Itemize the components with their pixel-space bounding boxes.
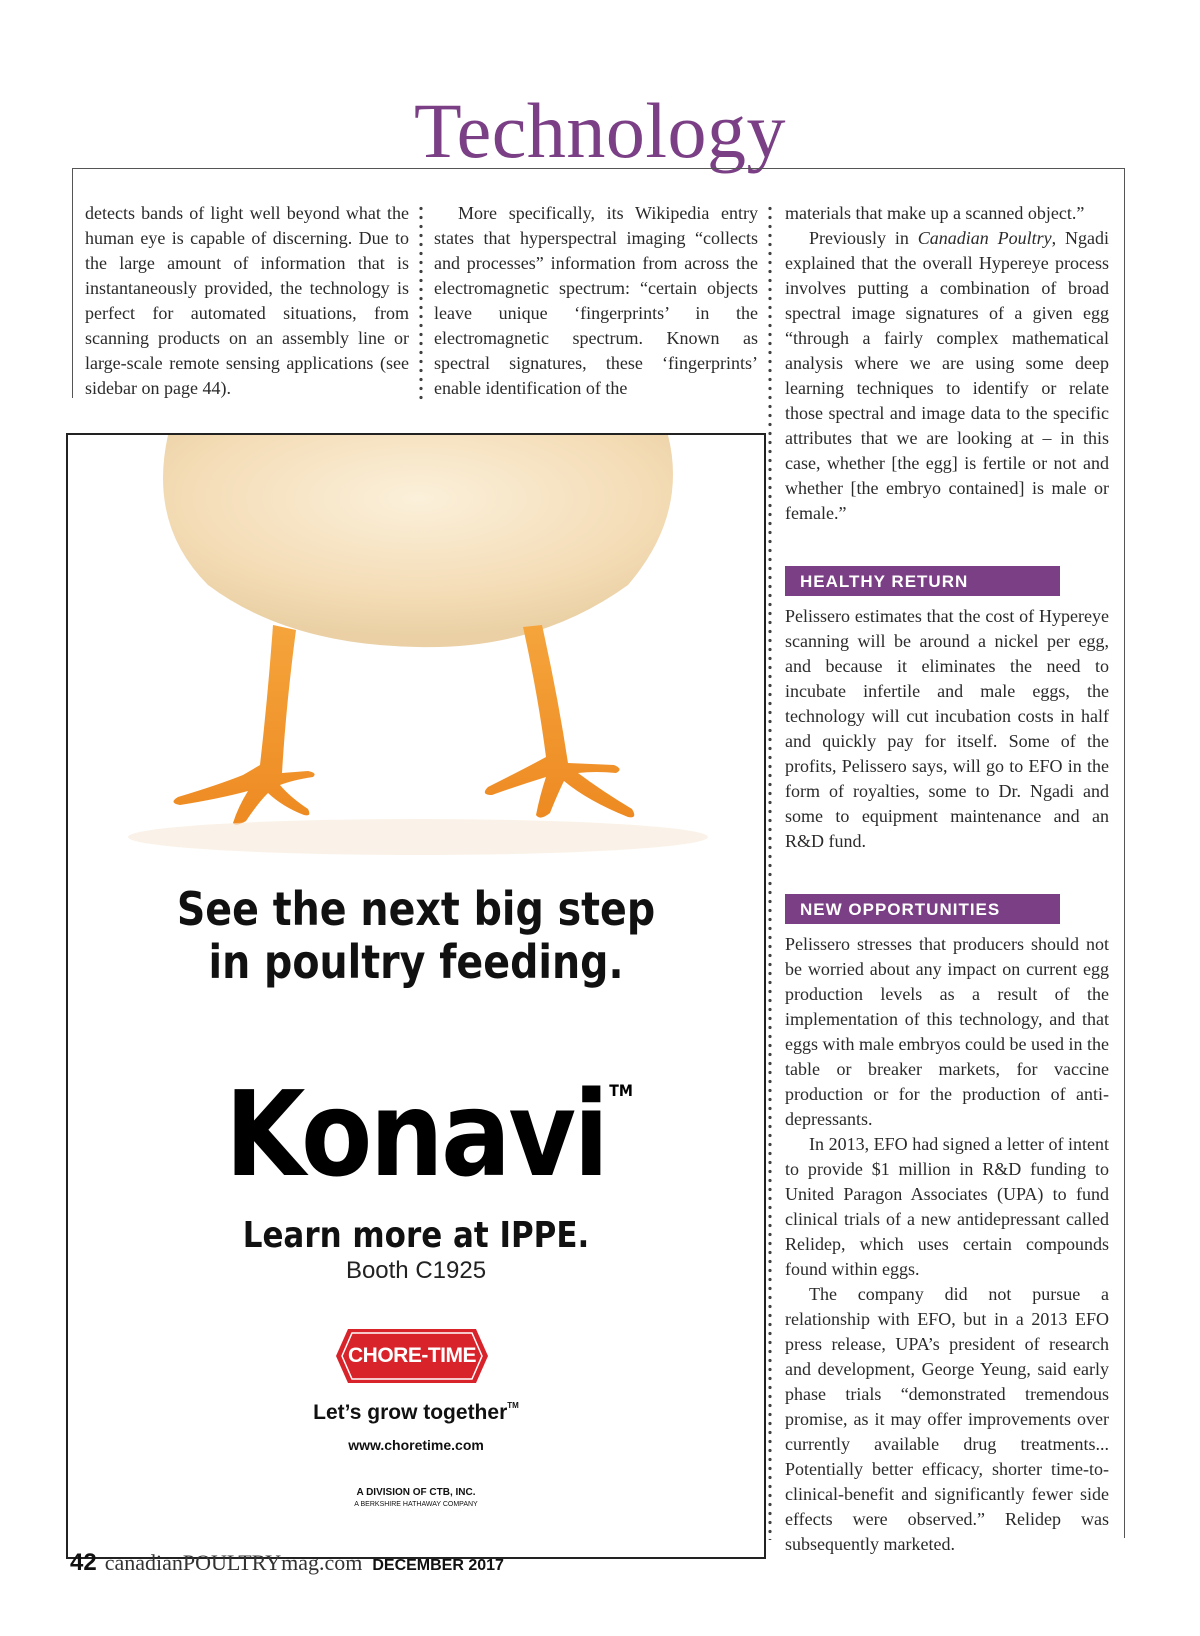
subheading-healthy-return: HEALTHY RETURN <box>785 566 1060 596</box>
article-column-3 <box>785 201 1109 1557</box>
article-column-2 <box>434 201 758 401</box>
paragraph: More specifically, its Wikipedia entry states that hyperspectral imaging “collects and processes” information from across the electromagnetic spectrum: “certain objects leave unique ‘fingerprints’ in the electromagnetic spectrum. Known as spectral signatures, these ‘fingerprints’ enable identification of the <box>434 203 758 398</box>
paragraph: detects bands of light well beyond what the human eye is capable of discerning. Due to the large amount of information that is instantaneously provided, the technology is perfect for automated situations, from scanning products on an assembly line or large-scale remote sensing applications (see sidebar on page 44). <box>85 203 409 398</box>
ad-call-to-action: Learn more at IPPE. <box>242 1215 590 1256</box>
brand-wordmark <box>68 1065 764 1203</box>
magazine-site: canadianPOULTRYmag.com <box>104 1550 363 1575</box>
paragraph: materials that make up a scanned object.” <box>785 203 1085 223</box>
paragraph: Previously in Canadian Poultry, Ngadi explained that the overall Hypereye process involves putting a combination of broad spectral image signatures of a given egg “through a fairly complex mathematical analysis where we are using some deep learning techniques to identify or relate those spectral and image data to the specific attributes that we are looking at – in this case, whether [the egg] is fertile or not and whether [the embryo contained] is male or female.” <box>785 228 1109 523</box>
page-footer <box>70 1549 504 1577</box>
ad-booth: Booth C1925 <box>345 1257 487 1284</box>
issue-date: DECEMBER 2017 <box>372 1557 504 1574</box>
column-divider-2 <box>767 204 773 1540</box>
page-number: 42 <box>70 1549 97 1576</box>
subheading-new-opportunities: NEW OPPORTUNITIES <box>785 894 1060 924</box>
chick-photo <box>68 435 764 915</box>
article-column-1 <box>85 201 409 401</box>
right-frame-line <box>1124 168 1125 1538</box>
ad-headline-line-2: in poultry feeding. <box>208 935 624 989</box>
ad-parent-company: A BERKSHIRE HATHAWAY COMPANY <box>354 1501 478 1508</box>
trademark-symbol: TM <box>609 1081 634 1100</box>
publication-name: Canadian Poultry <box>917 228 1052 248</box>
ad-division: A DIVISION OF CTB, INC. <box>356 1487 476 1498</box>
logo-text: CHORE-TIME <box>348 1344 476 1367</box>
section-title: Technology <box>413 87 787 174</box>
ad-website-link[interactable]: www.choretime.com <box>348 1437 484 1453</box>
title-rule <box>72 168 1124 169</box>
chore-time-logo <box>334 1327 490 1385</box>
brand-name: Konavi <box>225 1065 607 1203</box>
paragraph: In 2013, EFO had signed a letter of intent to provide $1 million in R&D funding to United Paragon Associates (UPA) to fund clinical trials of a new antidepressant called Relidep, which uses certain compounds found within eggs. <box>785 1134 1109 1279</box>
left-frame-line <box>72 168 73 398</box>
ad-headline-line-1: See the next big step <box>176 882 656 936</box>
paragraph: The company did not pursue a relationship with EFO, but in a 2013 EFO press release, UPA’s president of research and development, George Yeung, said early phase trials “demonstrated tremendous promise, as it may offer improvements over currently available drug treatments... Potentially better efficacy, shorter time-to-clinical-benefit and significantly fewer side effects were observed.” Relidep was subsequently marketed. <box>785 1284 1109 1554</box>
paragraph: Pelissero estimates that the cost of Hypereye scanning will be around a nickel per egg, and because it eliminates the need to incubate infertile and male eggs, the technology will cut incubation costs in half and quickly pay for itself. Some of the profits, Pelissero says, will go to EFO in the form of royalties, some to Dr. Ngadi and some to equipment maintenance and an R&D fund. <box>785 606 1109 851</box>
column-divider-1 <box>418 204 424 400</box>
ad-tagline: Let’s grow together™ <box>313 1401 519 1424</box>
paragraph: Pelissero stresses that producers should not be worried about any impact on current egg production levels as a result of the implementation of this technology, and that eggs with male embryos could be used in the table or breaker markets, for vaccine production or for the production of anti-depressants. <box>785 934 1109 1129</box>
advertisement <box>66 433 766 1559</box>
